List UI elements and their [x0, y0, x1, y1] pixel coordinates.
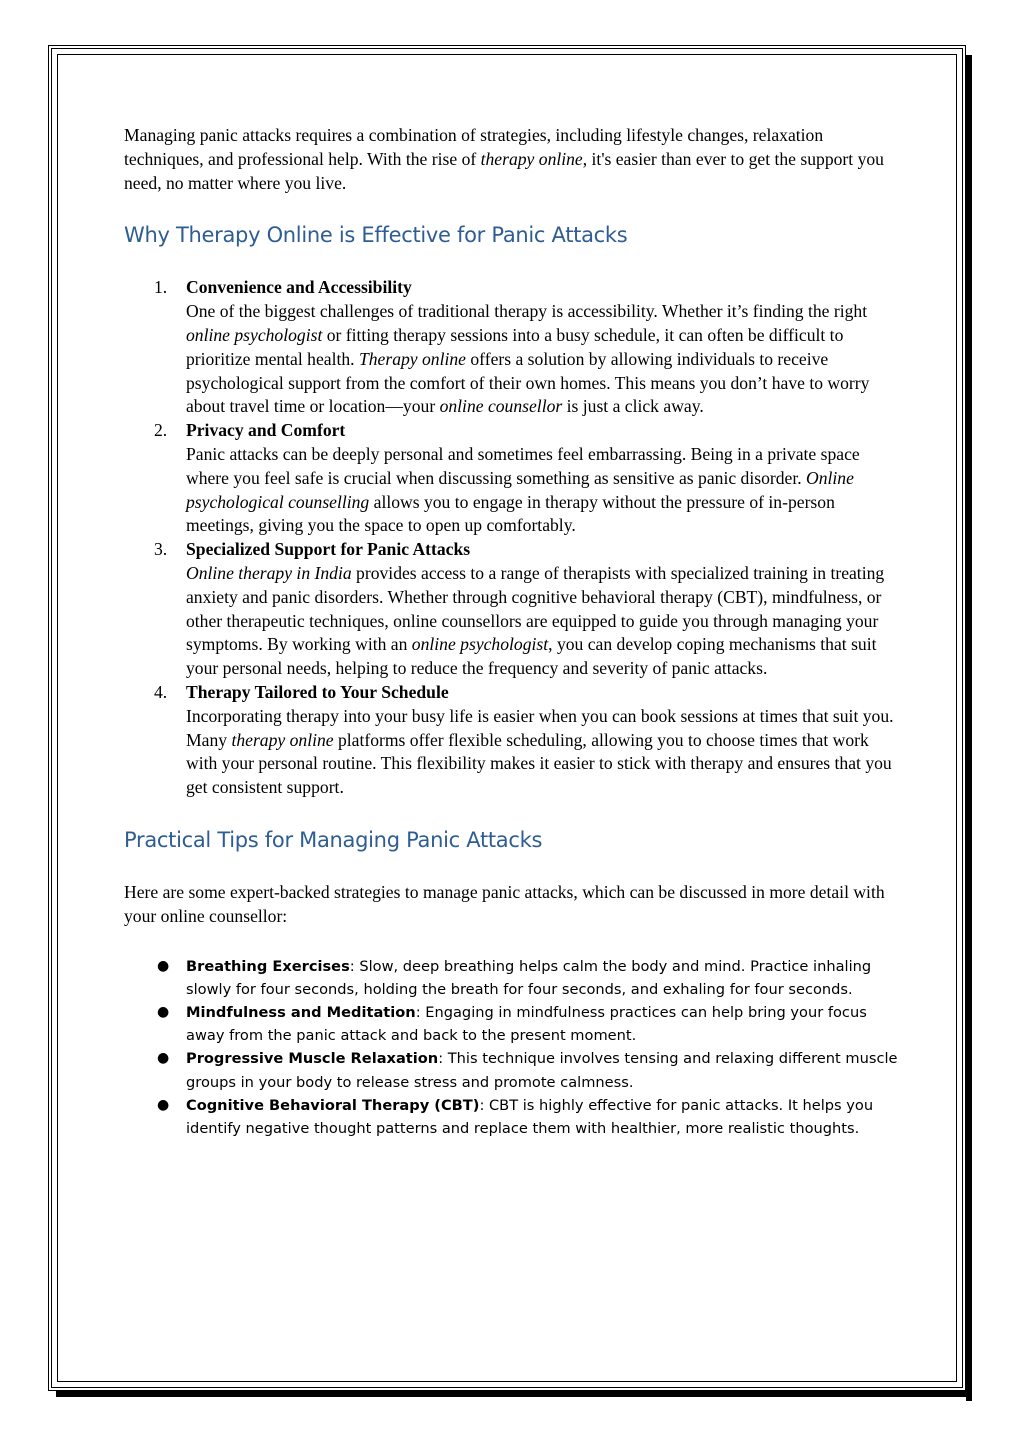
intro-text-end: , it's easier than ever to get the support you need, no matter where you live. — [124, 148, 884, 193]
item-text: offers a solution by allowing individuals to receive psychological support from the comfort of their own homes. This means you don’t have to worry about travel time or location—your — [186, 348, 870, 417]
section-heading-why-online: Why Therapy Online is Effective for Panic Attacks — [124, 223, 628, 248]
list-number: 1. — [154, 277, 168, 298]
item-text: , you can develop coping mechanisms that suit your personal needs, helping to reduce the frequency and severity of panic attacks. — [186, 634, 877, 679]
page-shadow-right — [966, 55, 972, 1401]
list-item — [124, 955, 899, 1001]
bullet-icon: ● — [157, 1003, 170, 1020]
intro-paragraph — [124, 124, 899, 195]
item-title: Therapy Tailored to Your Schedule — [186, 681, 449, 702]
item-emphasis: Therapy online — [358, 348, 466, 369]
list-number: 3. — [154, 539, 168, 560]
page-shadow-bottom — [56, 1391, 972, 1397]
list-item — [124, 419, 899, 538]
list-item — [124, 276, 899, 419]
item-emphasis: Online psychological counselling — [186, 467, 854, 512]
item-emphasis: therapy online — [231, 729, 334, 750]
item-emphasis: online psychologist — [186, 324, 323, 345]
item-title: Specialized Support for Panic Attacks — [186, 539, 471, 560]
intro-emphasis: therapy online — [480, 148, 583, 169]
tips-intro-paragraph: Here are some expert-backed strategies to manage panic attacks, which can be discussed in more detail with your online counsellor: — [124, 881, 885, 926]
tip-title: Breathing Exercises — [186, 957, 350, 975]
bullet-icon: ● — [157, 957, 170, 974]
item-text: Panic attacks can be deeply personal and sometimes feel embarrassing. Being in a private space where you feel safe is crucial when discussing something as sensitive as panic disorder. — [186, 443, 860, 488]
tip-text: : Engaging in mindfulness practices can help bring your focus away from the panic attack and back to the present moment. — [186, 1003, 867, 1045]
tips-list — [124, 955, 899, 1141]
item-text: platforms offer flexible scheduling, allowing you to choose times that work with your personal routine. This flexibility makes it easier to stick with therapy and ensures that you get consistent support. — [186, 729, 892, 798]
item-text: One of the biggest challenges of traditional therapy is accessibility. Whether it’s finding the right — [186, 301, 868, 322]
intro-text: Managing panic attacks requires a combination of strategies, including lifestyle changes, relaxation techniques, and professional help. With the rise of — [124, 125, 824, 169]
tip-text: : CBT is highly effective for panic attacks. It helps you identify negative thought patterns and replace them with healthier, more realistic thoughts. — [186, 1096, 874, 1137]
item-emphasis: online psychologist — [411, 634, 549, 655]
tip-title: Cognitive Behavioral Therapy (CBT) — [186, 1096, 480, 1114]
item-title: Privacy and Comfort — [186, 420, 346, 441]
list-item — [124, 1047, 899, 1093]
tip-text: : This technique involves tensing and relaxing different muscle groups in your body to release stress and promote calmness. — [186, 1050, 898, 1091]
list-number: 2. — [154, 420, 168, 441]
item-text: is just a click away. — [562, 396, 704, 417]
tip-title: Mindfulness and Meditation — [186, 1003, 416, 1021]
item-title: Convenience and Accessibility — [186, 277, 412, 298]
tip-title: Progressive Muscle Relaxation — [186, 1050, 439, 1068]
reasons-list — [124, 276, 899, 800]
item-text: or fitting therapy sessions into a busy schedule, it can often be difficult to prioritize mental health. — [186, 324, 844, 369]
bullet-icon: ● — [157, 1096, 170, 1113]
section-heading-practical-tips: Practical Tips for Managing Panic Attacks — [124, 827, 543, 852]
item-text: allows you to engage in therapy without the pressure of in-person meetings, giving you the space to open up comfortably. — [186, 491, 835, 536]
item-text: provides access to a range of therapists with specialized training in treating anxiety and panic disorders. Whether through cognitive behavioral therapy (CBT), mindfulness, or other therapeutic techniques, online counsellors are equipped to guide you through managing your symptoms. By working with an — [186, 562, 885, 655]
item-text: Incorporating therapy into your busy life is easier when you can book sessions at times that suit you. Many — [186, 705, 894, 750]
item-emphasis: Online therapy in India — [186, 562, 352, 583]
list-number: 4. — [154, 681, 168, 702]
bullet-icon: ● — [157, 1050, 170, 1067]
list-item — [124, 681, 899, 800]
item-emphasis: online counsellor — [439, 396, 563, 417]
document-body — [124, 124, 899, 1140]
tip-text: : Slow, deep breathing helps calm the body and mind. Practice inhaling slowly for four seconds, holding the breath for four seconds, and exhaling for four seconds. — [186, 957, 872, 998]
list-item — [124, 538, 899, 681]
list-item — [124, 1094, 899, 1140]
list-item — [124, 1001, 899, 1047]
